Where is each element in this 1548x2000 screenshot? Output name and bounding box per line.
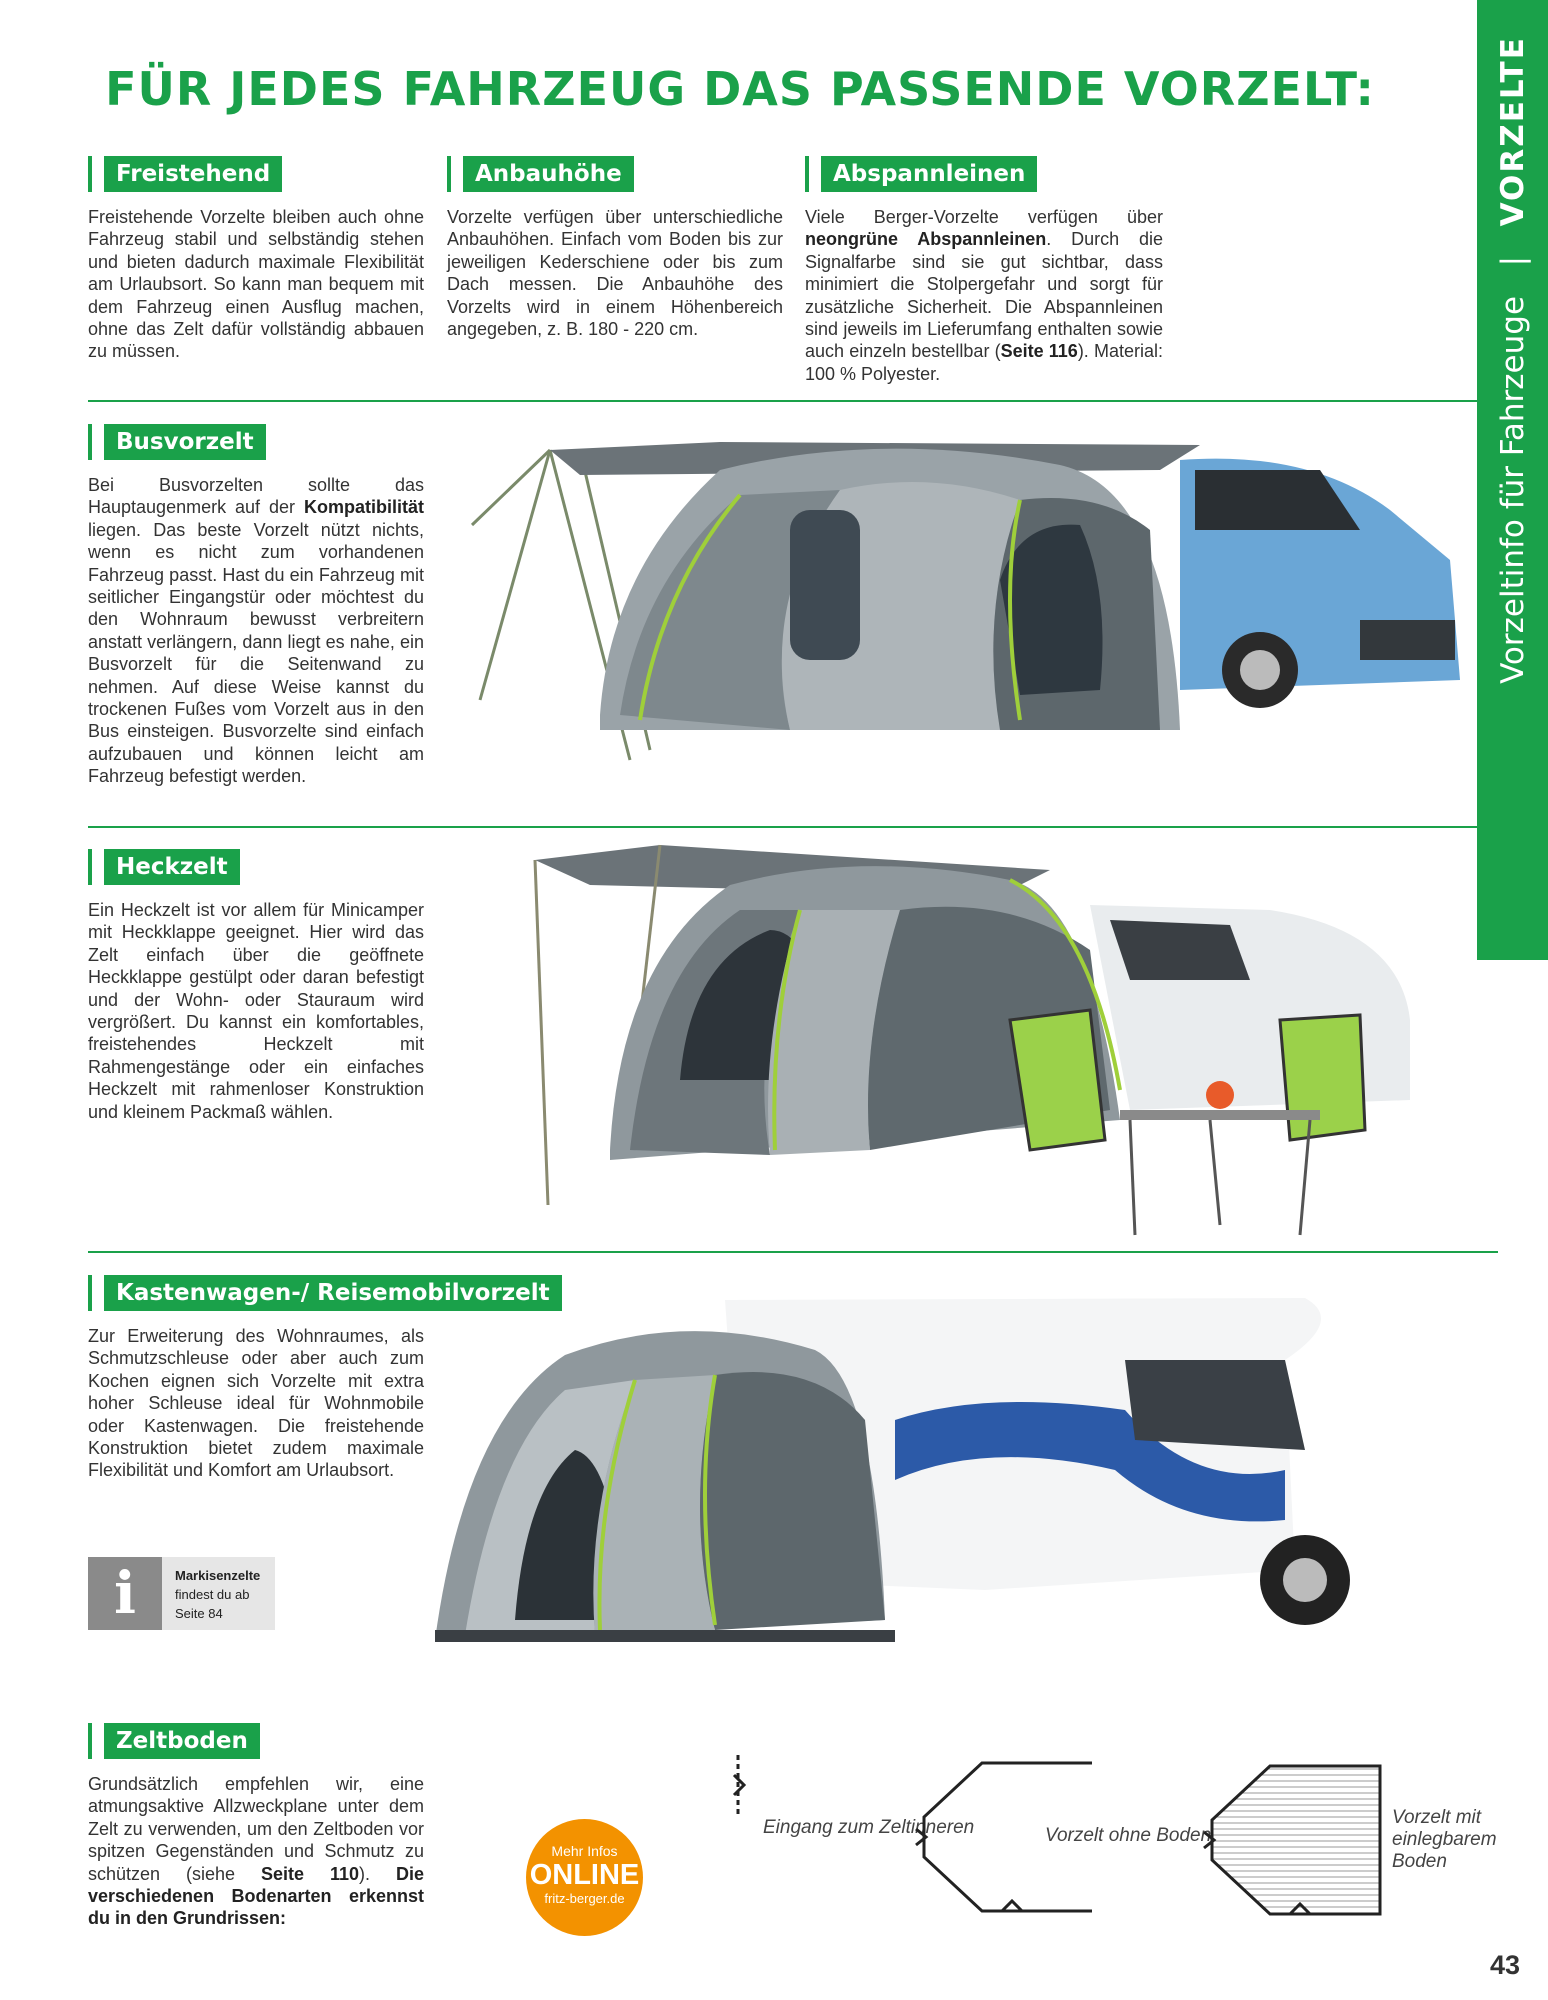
text-freistehend: Freistehende Vorzelte bleiben auch ohne Fahrzeug stabil und selbständig stehen und bieten dadurch maximale Flexibilität am Urlaubsort. So kann man bequem mit dem Fahrzeug einen Ausflug machen, ohne das Zelt dafür vollständig abbauen zu müssen. — [88, 207, 424, 362]
online-badge[interactable]: Mehr Infos ONLINE fritz-berger.de — [526, 1819, 643, 1936]
label-no-floor: Vorzelt ohne Boden — [1045, 1825, 1212, 1846]
sidebar-label — [1477, 0, 1548, 720]
sidebar-subtitle: Vorzeltinfo für Fahrzeuge — [1494, 295, 1531, 684]
text-busvorzelt: Bei Busvorzelten sollte das Hauptaugenmerk auf der Kompatibilität liegen. Das beste Vorzelt nützt nichts, wenn es nicht zum vorhandenen Fahrzeug passt. Hast du ein Fahrzeug mit seitlicher Eingangstür oder möchtest du den Wohnraum bewusst verbreitern anstatt verlängern, dann liegt es nahe, ein Busvorzelt für die Seitenwand zu nehmen. Auf diese Weise kannst du trockenen Fußes vom Vorzelt aus in den Bus einsteigen. Busvorzelte sind einfach aufzubauen und können leicht am Fahrzeug befestigt werden. — [88, 475, 424, 787]
tailgate-tent-image — [530, 840, 1430, 1240]
legend-entrance: Eingang zum Zeltinneren — [763, 1817, 975, 1838]
text-kastenwagen: Zur Erweiterung des Wohnraumes, als Schmutzschleuse oder aber auch zum Kochen eignen sich Vorzelte mit extra hoher Schleuse ideal für Wohnmobile oder Kastenwagen. Die freistehende Konstruktion bietet zudem maximale Flexibilität und Komfort am Urlaubsort. — [88, 1326, 424, 1481]
bus-tent-image — [460, 430, 1477, 780]
sidebar-category: VORZELTE — [1494, 36, 1531, 227]
info-text: Markisenzelte findest du ab Seite 84 — [175, 1568, 261, 1621]
text-abspannleinen: Viele Berger-Vorzelte verfügen über neongrüne Abspannleinen. Durch die Signalfarbe sind sie gut sichtbar, dass minimiert die Stolpergefahr und sorgt für zusätzliche Sicherheit. Die Abspannleinen sind jeweils im Lieferumfang enthalten sowie auch einzeln bestellbar (Seite 116). Material: 100 % Polyester. — [805, 207, 1163, 384]
motorhome-tent-image — [425, 1290, 1435, 1670]
divider — [88, 826, 1477, 828]
heading-heckzelt: Heckzelt — [88, 850, 240, 884]
heading-zeltboden: Zeltboden — [88, 1724, 260, 1758]
heading-abspannleinen: Abspannleinen — [805, 157, 1037, 191]
heading-anbauhoehe: Anbauhöhe — [447, 157, 634, 191]
page-title: FÜR JEDES FAHRZEUG DAS PASSENDE VORZELT: — [105, 62, 1375, 116]
text-anbauhoehe: Vorzelte verfügen über unterschiedliche Anbauhöhen. Einfach vom Boden bis zur jeweiligen Kederschiene oder bis zum Dach messen. Die Anbauhöhe des Vorzelts wird in einem Höhenbereich angegeben, z. B. 180 - 220 cm. — [447, 207, 783, 340]
divider — [88, 1251, 1498, 1253]
heading-kastenwagen: Kastenwagen-/ Reisemobilvorzelt — [88, 1276, 562, 1310]
text-heckzelt: Ein Heckzelt ist vor allem für Minicamper mit Heckklappe geeignet. Hier wird das Zelt einfach über die geöffnete Heckklappe gestülpt oder daran befestigt und der Wohn- oder Stauraum wird vergrößert. Du kannst ein komfortables, freistehendes Heckzelt mit Rahmengestänge oder ein einfaches Heckzelt mit rahmenloser Konstruktion und kleinem Packmaß wählen. — [88, 900, 424, 1122]
info-icon: i — [88, 1557, 162, 1630]
page-number: 43 — [1490, 1950, 1521, 1980]
sidebar-separator: | — [1494, 255, 1531, 267]
divider — [88, 400, 1477, 402]
entrance-icon — [730, 1755, 750, 1815]
floorplan-with-floor-icon — [1200, 1760, 1390, 1920]
label-with-floor: Vorzelt mit einlegbarem Boden — [1392, 1807, 1497, 1872]
heading-freistehend: Freistehend — [88, 157, 282, 191]
text-zeltboden: Grundsätzlich empfehlen wir, eine atmungsaktive Allzweckplane unter dem Zelt zu verwenden, um den Zeltboden vor spitzen Gegenständen und Schmutz zu schützen (siehe Seite 110). Die verschiedenen Bodenarten erkennst du in den Grundrissen: — [88, 1774, 425, 1929]
heading-busvorzelt: Busvorzelt — [88, 425, 266, 459]
